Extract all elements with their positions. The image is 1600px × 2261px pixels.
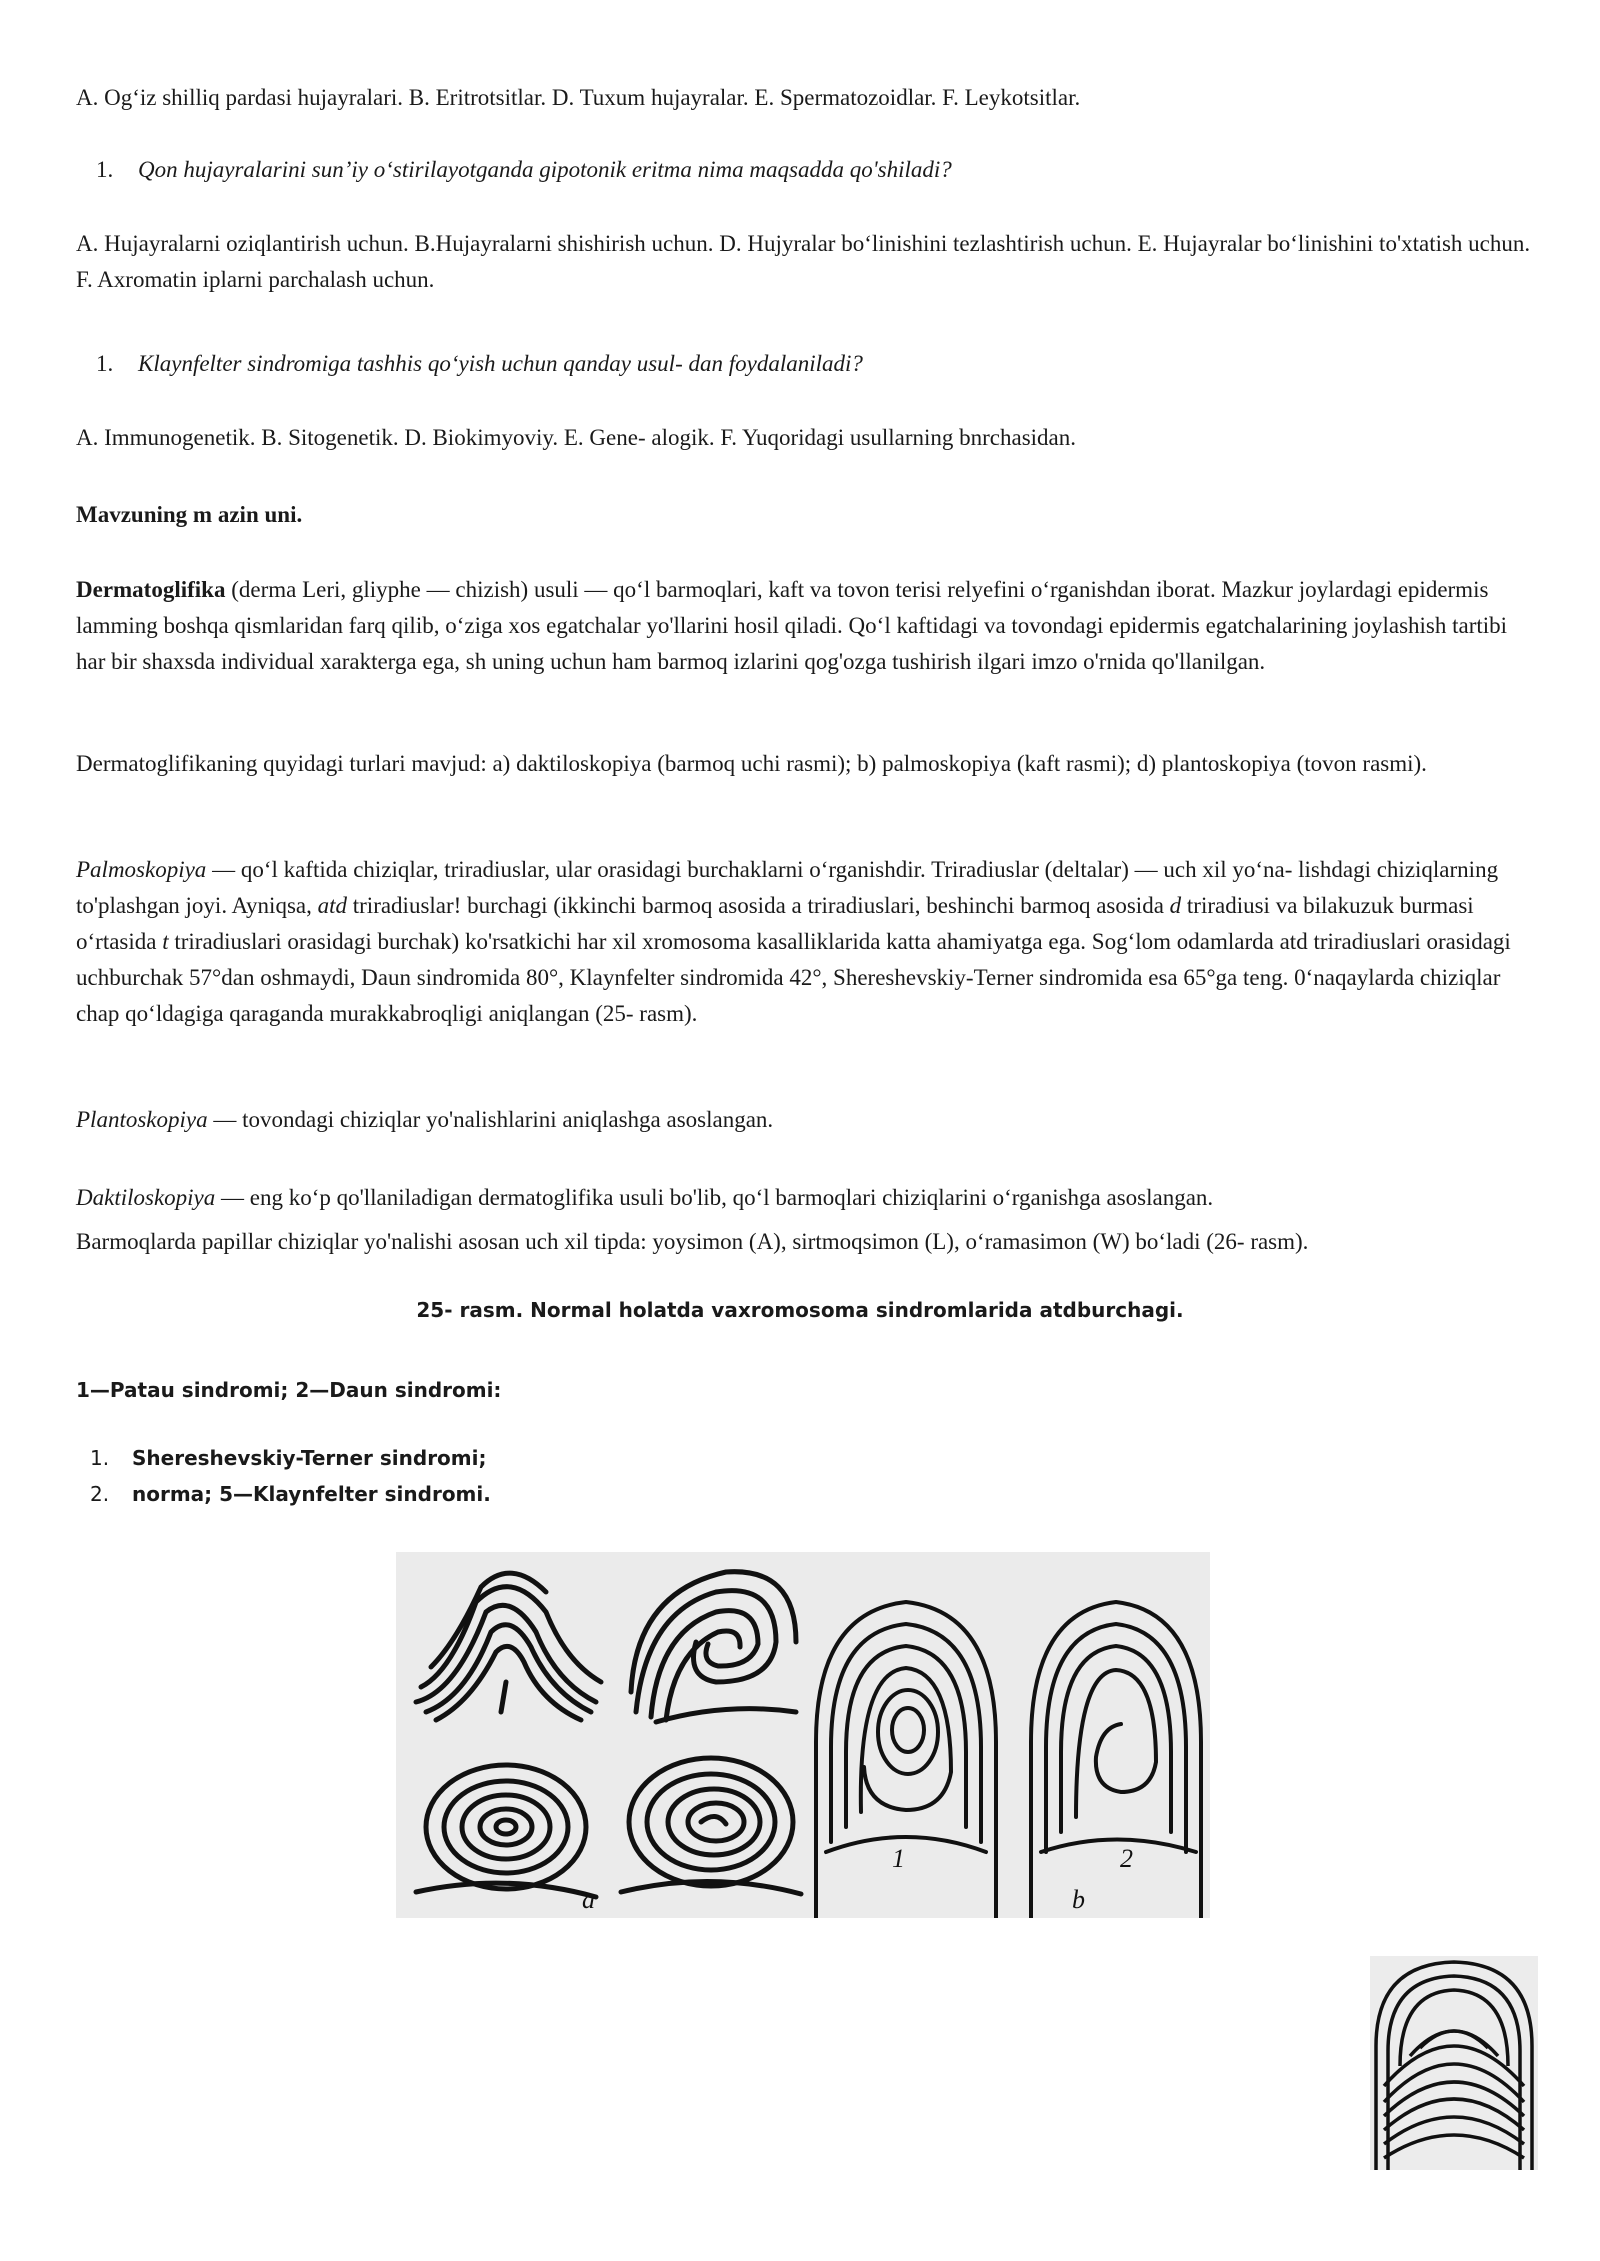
legend-item: 1. Shereshevskiy-Terner sindromi;: [90, 1446, 487, 1470]
figure-label-1: 1: [892, 1844, 905, 1873]
legend-item: 2. norma; 5—Klaynfelter sindromi.: [90, 1482, 491, 1506]
figure-legend-line: 1—Patau sindromi; 2—Daun sindromi:: [76, 1378, 502, 1402]
term-dermatoglifika: Dermatoglifika: [76, 577, 226, 602]
question-text: Qon hujayralarini sun’iy o‘stirilayotganda gipotonik eritma nima maqsadda qo'shiladi?: [138, 157, 952, 182]
fingerprint-figure: [396, 1552, 1210, 1918]
small-fingerprint-figure: [1370, 1956, 1538, 2170]
paragraph-finger-patterns: Barmoqlarda papillar chiziqlar yo'nalishi asosan uch xil tipda: yoysimon (A), sirtmoqsimon (L), o‘ramasimon (W) bo‘ladi (26- rasm).: [76, 1229, 1309, 1254]
question-hypotonic-solution: [96, 152, 1496, 188]
figure-label-b: b: [1072, 1885, 1085, 1914]
term-daktiloskopiya: Daktiloskopiya: [76, 1185, 216, 1210]
question-klinefelter-answers: A. Immunogenetik. B. Sitogenetik. D. Biokimyoviy. E. Gene- alogik. F. Yuqoridagi usullarning bnrchasidan.: [76, 425, 1077, 450]
paragraph-dermatoglyphics: Dermatoglifika (derma Leri, gliyphe — chizish) usuli — qo‘l barmoqlari, kaft va tovon terisi relyefini o‘rganishdan iborat. Mazkur joylardagi epidermis lamming boshqa qismlaridan farq qilib, o‘ziga xos egatchalar yo'llarini hosil qiladi. Qo‘l kaftidagi va tovondagi epidermis egatchalarining joylashish tartibi har bir shaxsda individual xarakterga ega, sh uning uchun ham barmoq izlarini qog'ozga tushirish ilgari imzo o'rnida qo'llanilgan.: [76, 577, 1508, 674]
arch-fingertip-icon: [1370, 1956, 1538, 2170]
question-number: 1.: [96, 351, 114, 376]
question-number: 1.: [96, 157, 114, 182]
question-klinefelter: [96, 346, 1496, 382]
term-palmoskopiya: Palmoskopiya: [76, 857, 207, 882]
section-heading: Mavzuning m azin uni.: [76, 502, 303, 527]
paragraph-palmoscopy: Palmoskopiya — qo‘l kaftida chiziqlar, triradiuslar, ular orasidagi burchaklarni o‘rganishdir. Triradiuslar (deltalar) — uch xil yo‘na- lishdagi chiziqlarning to'plashgan joyi. Ayniqsa, atd triradiuslar! burchagi (ikkinchi barmoq asosida a triradiuslari, beshinchi barmoq asosida d triradiusi va bilakuzuk burmasi o‘rtasida t triradiuslari orasidagi burchak) ko'rsatkichi har xil xromosoma kasalliklarida katta ahamiyatga ega. Sog‘lom odamlarda atd triradiuslari orasidagi uchburchak 57°dan oshmaydi, Daun sindromida 80°, Klaynfelter sindromida 42°, Shereshevskiy-Terner sindromida esa 65°ga teng. 0‘naqaylarda chiziqlar chap qo‘ldagiga qaraganda murakkabroqligi aniqlangan (25- rasm).: [76, 857, 1511, 1026]
paragraph-plantoscopy: Plantoskopiya — tovondagi chiziqlar yo'nalishlarini aniqlashga asoslangan.: [76, 1107, 774, 1132]
question-hypotonic-answers: A. Hujayralarni oziqlantirish uchun. B.Hujayralarni shishirish uchun. D. Hujyralar bo‘linishini tezlashtirish uchun. E. Hujayralar bo‘linishini to'xtatish uchun. F. Axromatin iplarni parchalash uchun.: [76, 231, 1531, 292]
figure-caption: 25- rasm. Normal holatda vaxromosoma sindromlarida atdburchagi.: [416, 1298, 1184, 1322]
question-text: Klaynfelter sindromiga tashhis qo‘yish uchun qanday usul- dan foydalaniladi?: [138, 351, 863, 376]
paragraph-types: Dermatoglifikaning quyidagi turlari mavjud: a) daktiloskopiya (barmoq uchi rasmi); b) palmoskopiya (kaft rasmi); d) plantoskopiya (tovon rasmi).: [76, 751, 1427, 776]
paragraph-dactyloscopy: Daktiloskopiya — eng ko‘p qo'llaniladigan dermatoglifika usuli bo'lib, qo‘l barmoqlari chiziqlarini o‘rganishga asoslangan.: [76, 1185, 1214, 1210]
fingerprint-illustration: [396, 1552, 1210, 1918]
previous-question-answers: A. Og‘iz shilliq pardasi hujayralari. B. Eritrotsitlar. D. Tuxum hujayralar. E. Spermatozoidlar. F. Leykotsitlar.: [76, 85, 1081, 110]
figure-label-2: 2: [1120, 1844, 1133, 1873]
figure-legend-list: [90, 1446, 491, 1518]
term-plantoskopiya: Plantoskopiya: [76, 1107, 208, 1132]
figure-label-a: a: [582, 1885, 595, 1914]
